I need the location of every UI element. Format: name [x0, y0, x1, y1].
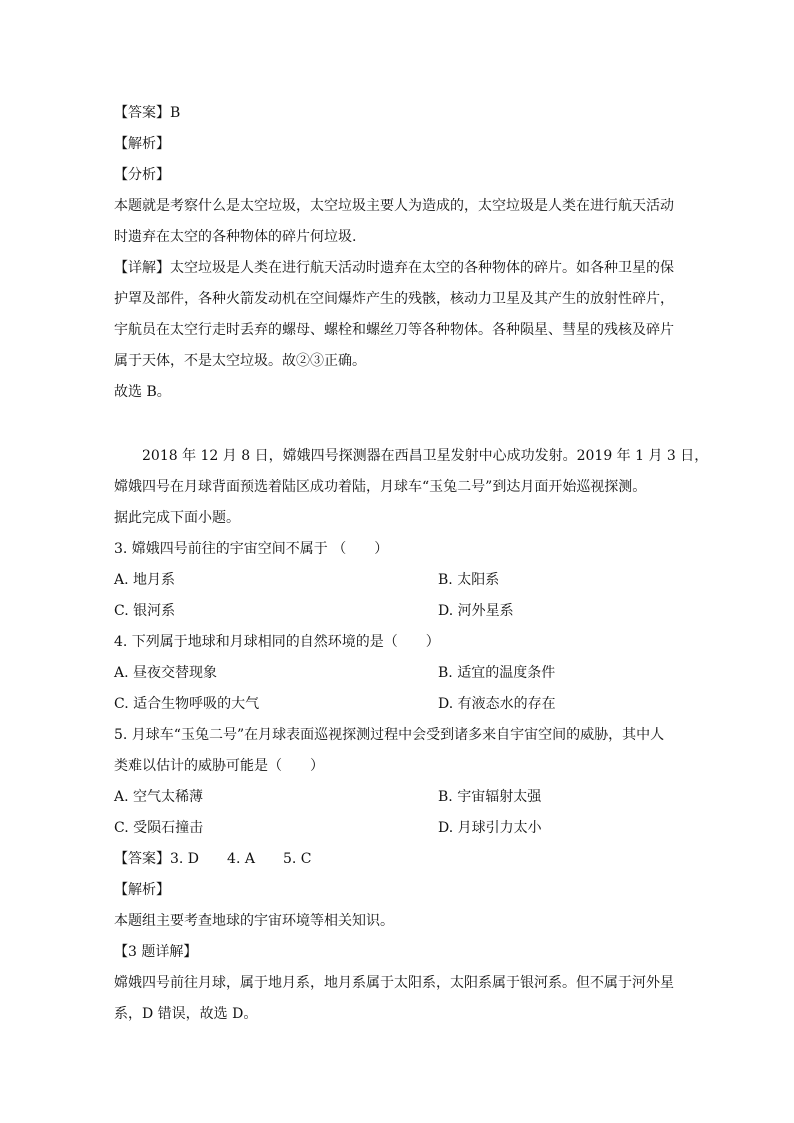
analysis-label-2: 【解析】 [114, 882, 170, 898]
question-3-detail-line-2: 系，D 错误，故选 D。 [114, 1006, 258, 1022]
passage-line-2: 嫦娥四号在月球背面预选着陆区成功着陆，月球车“玉兔二号”到达月面开始巡视探测。 [114, 479, 647, 495]
fenxi-text-line-1: 本题就是考察什么是太空垃圾，太空垃圾主要人为造成的，太空垃圾是人类在进行航天活动 [114, 198, 674, 214]
fenxi-text-line-2: 时遗弃在太空的各种物体的碎片何垃圾. [114, 229, 357, 245]
question-3-option-d: D. 河外星系 [438, 603, 514, 619]
question-4-option-c: C. 适合生物呼吸的大气 [114, 696, 260, 712]
passage-line-1: 2018 年 12 月 8 日，嫦娥四号探测器在西昌卫星发射中心成功发射。2019 年 1 月 3 日， [142, 448, 709, 464]
question-5-stem-line-2: 类难以估计的威胁可能是（ ） [114, 758, 324, 774]
question-4-option-a: A. 昼夜交替现象 [114, 665, 218, 681]
question-5-option-b: B. 宇宙辐射太强 [438, 789, 542, 805]
question-3-option-b: B. 太阳系 [438, 572, 500, 588]
detail-text-line-3: 宇航员在太空行走时丢弃的螺母、螺栓和螺丝刀等各种物体。各种陨星、彗星的残核及碎片 [114, 322, 674, 338]
answer-line-1: 【答案】B [114, 105, 181, 121]
question-4-stem: 4. 下列属于地球和月球相同的自然环境的是（ ） [114, 634, 440, 650]
question-3-detail-line-1: 嫦娥四号前往月球，属于地月系，地月系属于太阳系，太阳系属于银河系。但不属于河外星 [114, 975, 674, 991]
question-3-option-a: A. 地月系 [114, 572, 176, 588]
analysis-label-1: 【解析】 [114, 136, 170, 152]
question-3-stem: 3. 嫦娥四号前往的宇宙空间不属于 （ ） [114, 541, 389, 557]
detail-text-line-2: 护罩及部件，各种火箭发动机在空间爆炸产生的残骸，核动力卫星及其产生的放射性碎片， [114, 291, 674, 307]
question-5-option-d: D. 月球引力太小 [438, 820, 542, 836]
question-5-option-a: A. 空气太稀薄 [114, 789, 204, 805]
passage-line-3: 据此完成下面小题。 [114, 510, 240, 526]
question-3-detail-label: 【3 题详解】 [114, 944, 198, 960]
fenxi-label: 【分析】 [114, 167, 170, 183]
question-4-option-d: D. 有液态水的存在 [438, 696, 556, 712]
choose-line: 故选 B。 [114, 384, 171, 400]
detail-text-line-1: 【详解】太空垃圾是人类在进行航天活动时遗弃在太空的各种物体的碎片。如各种卫星的保 [114, 260, 674, 276]
question-5-stem-line-1: 5. 月球车“玉兔二号”在月球表面巡视探测过程中会受到诸多来自宇宙空间的威胁，其中人 [114, 727, 665, 743]
question-3-option-c: C. 银河系 [114, 603, 176, 619]
analysis-intro: 本题组主要考查地球的宇宙环境等相关知识。 [114, 913, 394, 929]
question-5-option-c: C. 受陨石撞击 [114, 820, 204, 836]
question-4-option-b: B. 适宜的温度条件 [438, 665, 556, 681]
detail-text-line-4: 属于天体，不是太空垃圾。故②③正确。 [114, 353, 366, 369]
answer-line-2: 【答案】3. D 4. A 5. C [114, 851, 312, 867]
